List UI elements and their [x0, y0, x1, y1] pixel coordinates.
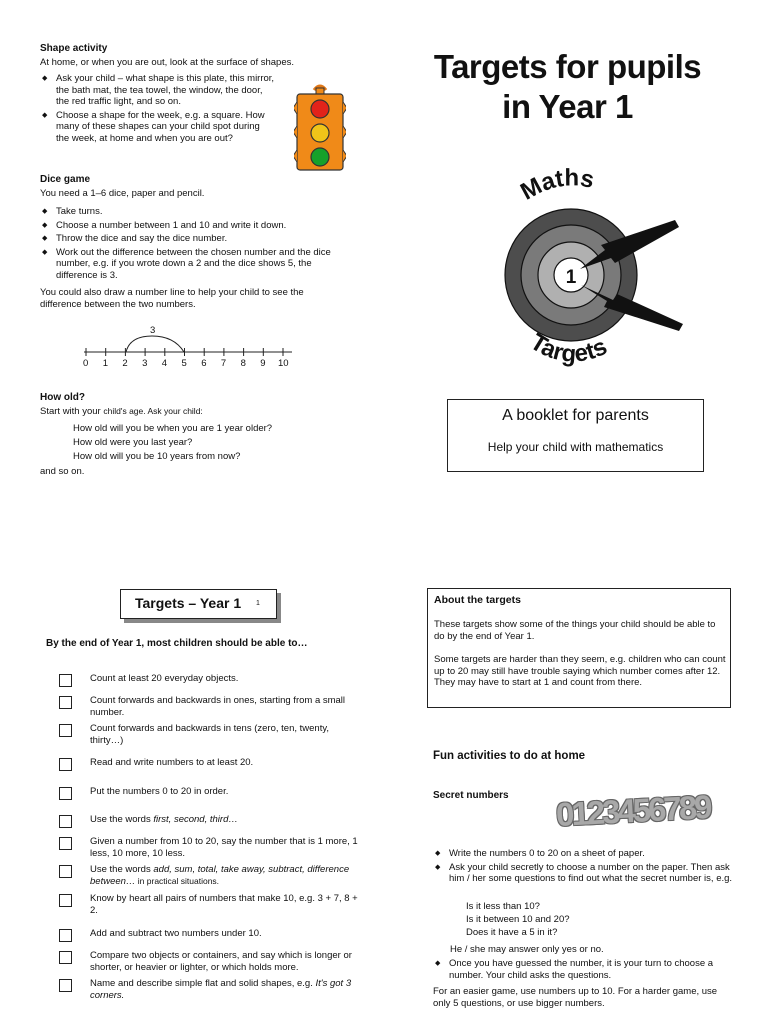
target-checkbox[interactable]	[59, 894, 72, 907]
how-old-heading: How old?	[40, 392, 85, 403]
question: Is it between 10 and 20?	[466, 914, 570, 925]
number-line-label: 6	[201, 358, 207, 369]
target-checkbox[interactable]	[59, 787, 72, 800]
target-text-part: Count forwards and backwards in tens (zero, ten, twenty, thirty…)	[90, 723, 330, 746]
list-item: ◆ Choose a shape for the week, e.g. a square. How many of these shapes can your child spot during the week, at home and when you are out?	[40, 110, 275, 145]
secret-answer: He / she may answer only yes or no.	[450, 944, 604, 955]
target-text-part: in practical situations.	[135, 875, 220, 886]
question: How old will you be when you are 1 year older?	[73, 423, 273, 434]
digits-graphic: 0123456789	[555, 788, 711, 833]
target-text-italic: add, sum, total, take away, subtract, difference between…	[90, 864, 350, 887]
list-item: ◆ Ask your child secretly to choose a number on the paper. Then ask him / her some questions to find out what the secret number is, e.g.	[433, 862, 733, 885]
number-line-label: 7	[220, 358, 227, 369]
target-text	[90, 928, 360, 940]
target-checkbox[interactable]	[59, 951, 72, 964]
target-logo-bottom-text: Targets	[525, 328, 612, 368]
target-checkbox[interactable]	[59, 674, 72, 687]
target-text	[90, 695, 360, 718]
number-line-arc-label: 3	[150, 325, 156, 336]
target-text-part: Count forwards and backwards in ones, starting from a small number.	[90, 695, 346, 718]
target-logo-center-number: 1	[565, 267, 577, 288]
target-logo	[485, 165, 705, 380]
booklet-box	[447, 399, 704, 472]
question: Is it less than 10?	[466, 901, 540, 912]
how-old-questions	[73, 422, 272, 464]
target-checkbox[interactable]	[59, 758, 72, 771]
list-item: ◆ Write the numbers 0 to 20 on a sheet of paper.	[433, 848, 733, 860]
target-text-part: Know by heart all pairs of numbers that make 10, e.g. 3 + 7, 8 + 2.	[90, 893, 358, 916]
target-text	[90, 950, 360, 973]
question: How old will you be 10 years from now?	[73, 451, 241, 462]
target-logo-top-text: Maths	[516, 165, 597, 206]
target-text	[90, 786, 360, 798]
target-checkbox[interactable]	[59, 724, 72, 737]
about-heading: About the targets	[434, 594, 521, 606]
dice-game-outro: You could also draw a number line to help your child to see the difference between the two numbers.	[40, 287, 304, 310]
how-old-outro: and so on.	[40, 466, 85, 477]
about-box	[427, 588, 731, 708]
target-text-part: Count at least 20 everyday objects.	[90, 673, 239, 684]
fun-heading: Fun activities to do at home	[433, 750, 586, 762]
target-text-part: Put the numbers 0 to 20 in order.	[90, 786, 229, 797]
fun-outro: For an easier game, use numbers up to 10. For a harder game, use only 5 questions, or use bigger numbers.	[433, 986, 718, 1009]
dice-game-intro: You need a 1–6 dice, paper and pencil.	[40, 188, 205, 199]
secret-questions	[466, 900, 570, 939]
list-item: ◆ Choose a number between 1 and 10 and write it down.	[40, 220, 355, 232]
number-line	[80, 322, 300, 358]
target-checkbox[interactable]	[59, 979, 72, 992]
target-checkbox[interactable]	[59, 696, 72, 709]
number-line-label: 10	[278, 358, 289, 369]
secret-numbers-list-2	[433, 958, 733, 983]
number-line-label: 2	[122, 358, 128, 369]
list-item: ◆ Ask your child – what shape is this plate, this mirror, the bath mat, the tea towel, the window, the door, the red traffic light, and so on.	[40, 73, 275, 108]
list-item: ◆ Take turns.	[40, 206, 355, 218]
how-old-intro: Start with your child's age. Ask your child:	[40, 406, 203, 417]
target-text	[90, 978, 360, 1001]
target-text-part: Use the words	[90, 864, 154, 875]
targets-lead: By the end of Year 1, most children should be able to…	[46, 638, 308, 649]
number-line-label: 3	[142, 358, 148, 369]
target-text	[90, 893, 360, 916]
target-text-part: Use the words	[90, 814, 154, 825]
shape-activity-heading: Shape activity	[40, 43, 108, 54]
question: Does it have a 5 in it?	[466, 927, 558, 938]
booklet-subtitle: Help your child with mathematics	[487, 440, 664, 454]
target-checkbox[interactable]	[59, 929, 72, 942]
target-text-part: Name and describe simple flat and solid shapes, e.g.	[90, 978, 316, 989]
target-text-part: Given a number from 10 to 20, say the number that is 1 more, 1 less, 10 more, 10 less.	[90, 836, 358, 859]
targets-title: Targets – Year 1	[135, 595, 242, 611]
secret-numbers-list	[433, 848, 733, 887]
secret-numbers-heading: Secret numbers	[433, 790, 509, 801]
target-text	[90, 723, 360, 746]
shape-activity-intro: At home, or when you are out, look at the surface of shapes.	[40, 57, 295, 68]
target-text	[90, 757, 360, 769]
number-line-label: 1	[102, 358, 108, 369]
targets-page-number: 1	[256, 600, 260, 607]
about-p2: Some targets are harder than they seem, e.g. children who can count up to 20 may still have trouble saying which number comes after 12. They may have to start at 1 and count from there.	[434, 654, 726, 688]
number-line-label: 9	[260, 358, 266, 369]
traffic-light-image	[294, 82, 346, 172]
target-text	[90, 814, 360, 826]
target-checkbox[interactable]	[59, 815, 72, 828]
target-text-italic: It's got 3 corners.	[90, 978, 352, 1001]
number-line-label: 0	[83, 358, 89, 369]
target-text	[90, 673, 360, 685]
targets-title-box	[120, 589, 277, 619]
shape-activity-list	[40, 73, 275, 146]
target-text-part: Add and subtract two numbers under 10.	[90, 928, 262, 939]
dice-game-heading: Dice game	[40, 174, 91, 185]
list-item: ◆ Work out the difference between the chosen number and the dice number, e.g. if you wrote down a 2 and the dice shows 5, the difference is 3.	[40, 247, 355, 282]
target-checkbox[interactable]	[59, 837, 72, 850]
number-line-label: 4	[161, 358, 168, 369]
about-p1: These targets show some of the things your child should be able to do by the end of Year 1.	[434, 619, 716, 642]
target-checkbox[interactable]	[59, 865, 72, 878]
target-text	[90, 836, 360, 859]
question: How old were you last year?	[73, 437, 193, 448]
target-text-part: Compare two objects or containers, and say which is longer or shorter, or heavier or lighter, or which holds more.	[90, 950, 352, 973]
target-text-part: Read and write numbers to at least 20.	[90, 757, 254, 768]
number-line-label: 5	[181, 358, 187, 369]
dice-game-list	[40, 206, 355, 283]
cover-title-line: Targets for pupils	[433, 48, 702, 85]
number-line-label: 8	[240, 358, 246, 369]
target-text-italic: first, second, third…	[153, 814, 238, 825]
cover-title-line: in Year 1	[502, 88, 633, 125]
list-item: ◆ Throw the dice and say the dice number.	[40, 233, 355, 245]
booklet-title: A booklet for parents	[502, 407, 649, 424]
list-item: ◆ Once you have guessed the number, it is your turn to choose a number. Your child asks the questions.	[433, 958, 733, 981]
target-text	[90, 864, 360, 887]
cover-title	[410, 47, 725, 127]
